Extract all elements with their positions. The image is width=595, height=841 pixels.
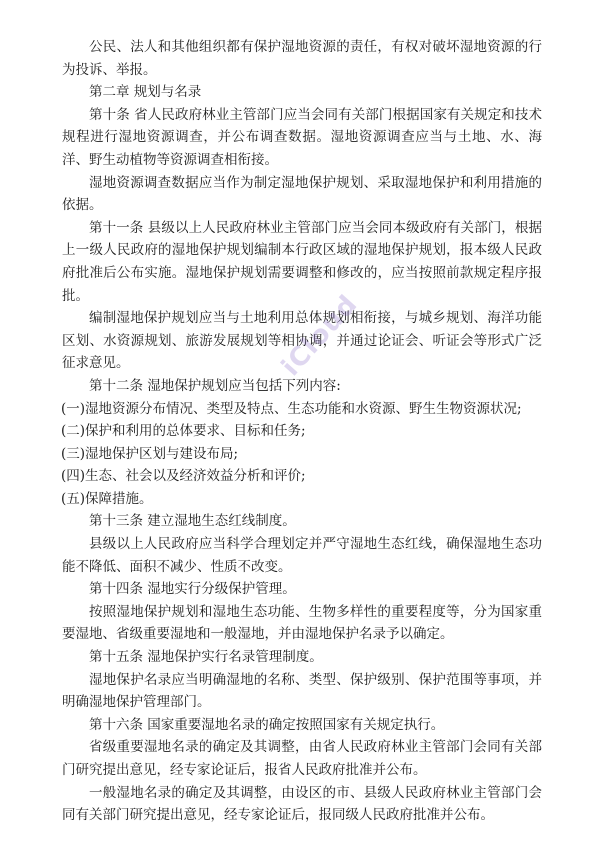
article-14: 第十四条 湿地实行分级保护管理。 <box>89 581 296 598</box>
article-16-clause-2: 省级重要湿地名录的确定及其调整，由省人民政府林业主管部门会同有关部门研究提出意见，经专家论证后，报省人民政府批准并公布。 <box>62 739 542 778</box>
watermark-logo: iCloud <box>276 289 364 383</box>
chapter-heading: 第二章 规划与名录 <box>89 84 202 101</box>
article-16-clause-3: 一般湿地名录的确定及其调整，由设区的市、县级人民政府林业主管部门会同有关部门研究提出意见，经专家论证后，报同级人民政府批准并公布。 <box>62 784 542 824</box>
article-13-clause-2: 县级以上人民政府应当科学合理划定并严守湿地生态红线，确保湿地生态功能不降低、面积不减少、性质不改变。 <box>62 536 542 575</box>
article-15: 第十五条 湿地保护实行名录管理制度。 <box>89 649 323 666</box>
list-item: (一)湿地资源分布情况、类型及特点、生态功能和水资源、野生生物资源状况; <box>61 400 522 417</box>
document-body <box>62 36 542 827</box>
list-item: (五)保障措施。 <box>61 490 153 507</box>
list-item: (四)生态、社会以及经济效益分析和评价; <box>61 468 306 485</box>
article-11: 第十一条 县级以上人民政府林业主管部门应当会同本级政府有关部门，根据上一级人民政府的湿地保护规划编制本行政区域的湿地保护规划，报本级人民政府批准后公布实施。湿地保护规划需要调整和修改的，应当按照前款规定程序报批。 <box>62 219 542 304</box>
article-13: 第十三条 建立湿地生态红线制度。 <box>89 513 296 530</box>
article-11-clause-2: 编制湿地保护规划应当与土地利用总体规划相衔接，与城乡规划、海洋功能区划、水资源规划、旅游发展规划等相协调，并通过论证会、听证会等形式广泛征求意见。 <box>62 310 542 372</box>
article-14-clause-2: 按照湿地保护规划和湿地生态功能、生物多样性的重要程度等，分为国家重要湿地、省级重要湿地和一般湿地，并由湿地保护名录予以确定。 <box>62 603 542 643</box>
article-16: 第十六条 国家重要湿地名录的确定按照国家有关规定执行。 <box>89 716 445 733</box>
list-item: (三)湿地保护区划与建设布局; <box>61 445 239 462</box>
article-10: 第十条 省人民政府林业主管部门应当会同有关部门根据国家有关规定和技术规程进行湿地资源调查，并公布调查数据。湿地资源调查应当与土地、水、海洋、野生动植物等资源调查相衔接。 <box>62 106 542 168</box>
article-10-clause-2: 湿地资源调查数据应当作为制定湿地保护规划、采取湿地保护和利用措施的依据。 <box>62 174 542 214</box>
article-12: 第十二条 湿地保护规划应当包括下列内容: <box>89 377 341 394</box>
paragraph-duty-to-protect: 公民、法人和其他组织都有保护湿地资源的责任，有权对破坏湿地资源的行为投诉、举报。 <box>62 39 542 78</box>
list-item: (二)保护和利用的总体要求、目标和任务; <box>61 423 306 440</box>
article-15-clause-2: 湿地保护名录应当明确湿地的名称、类型、保护级别、保护范围等事项，并明确湿地保护管理部门。 <box>62 671 542 711</box>
